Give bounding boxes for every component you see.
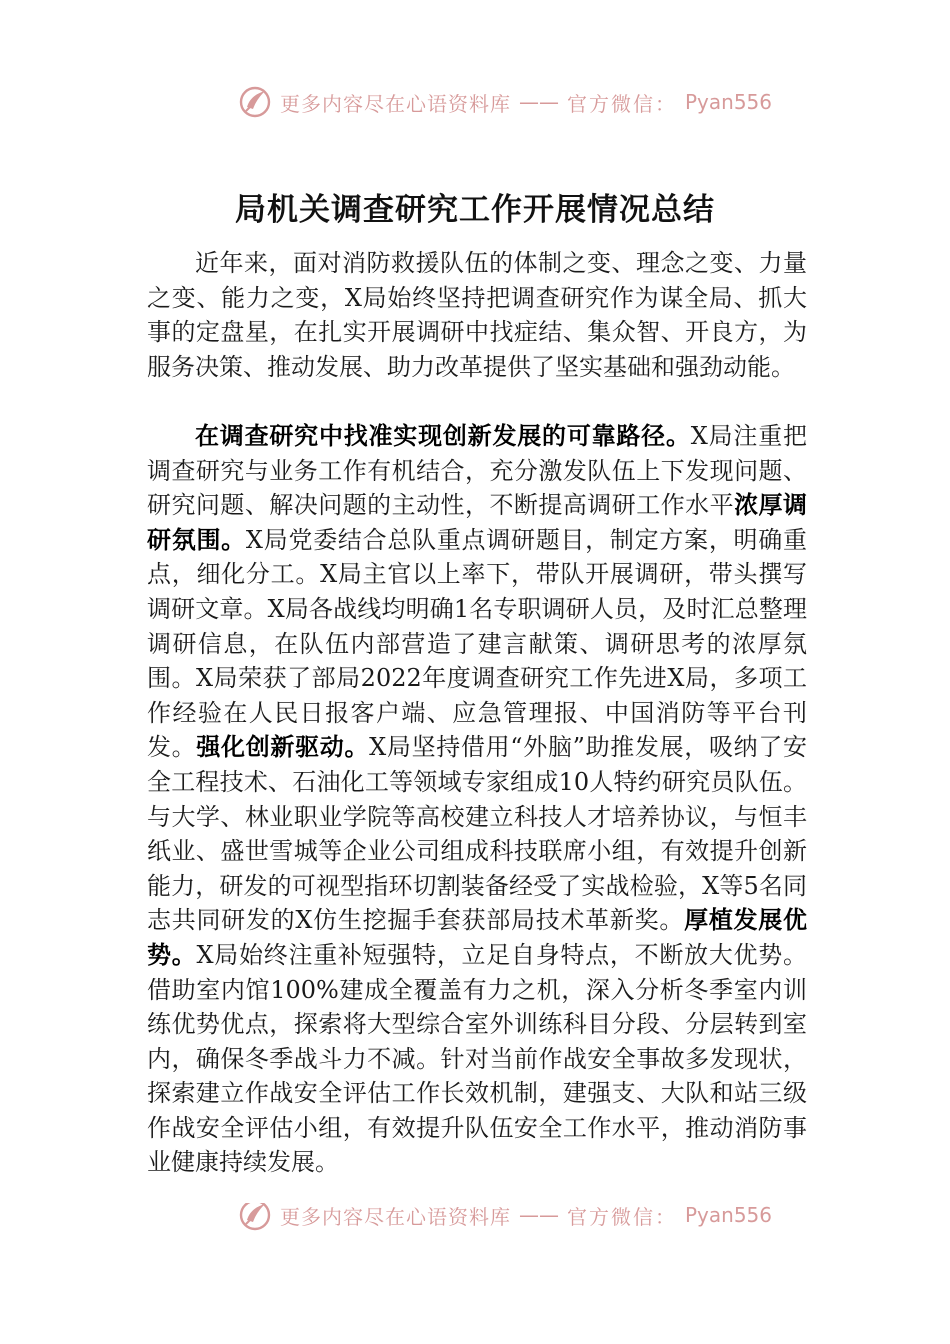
watermark-separator: —— (519, 1203, 559, 1227)
brand-logo-icon (238, 85, 272, 119)
section-heading-path: 在调查研究中找准实现创新发展的可靠路径。 (195, 421, 691, 450)
watermark-header (238, 82, 772, 122)
brand-logo-icon (238, 1203, 272, 1232)
watermark-wechat-label: 官方微信： (567, 91, 677, 116)
watermark-text: 更多内容尽在心语资料库 (280, 91, 511, 116)
section-text-innovation: X局坚持借用“外脑”助推发展，吸纳了安全工程技术、石油化工等领域专家组成10人特约研究员队伍。与大学、林业职业学院等高校建立科技人才培养协议，与恒丰纸业、盛世雪城等企业公司组成科技联席小组，有效提升创新能力，研发的可视型指环切割装备经受了实战检验，X等5名同志共同研发的X仿生挖掘手套获部局技术革新奖。 (147, 733, 808, 935)
section-heading-atmosphere: 浓厚调研氛围。 (147, 490, 808, 554)
paragraph-intro: 近年来，面对消防救援队伍的体制之变、理念之变、力量之变、能力之变，X局始终坚持把调查研究作为谋全局、抓大事的定盘星，在扎实开展调研中找症结、集众智、开良方，为服务决策、推动发展、助力改革提供了坚实基础和强劲动能。 (147, 249, 807, 381)
section-text-atmosphere: X局党委结合总队重点调研题目，制定方案，明确重点，细化分工。X局主官以上率下，带队开展调研，带头撰写调研文章。X局各战线均明确1名专职调研人员，及时汇总整理调研信息，在队伍内部营造了建言献策、调研思考的浓厚氛围。X局荣获了部局2022年度调查研究工作先进X局，多项工作经验在人民日报客户端、应急管理报、中国消防等平台刊发。 (147, 525, 808, 762)
watermark-wechat-id: Pyan556 (685, 90, 773, 114)
watermark-wechat-id: Pyan556 (685, 1203, 773, 1227)
watermark-text: 更多内容尽在心语资料库 (280, 1204, 511, 1229)
document-title: 局机关调查研究工作开展情况总结 (235, 192, 715, 228)
section-heading-advantage: 厚植发展优势。 (147, 905, 808, 969)
section-text-advantage: X局始终注重补短强特，立足自身特点，不断放大优势。借助室内馆100%建成全覆盖有力之机，深入分析冬季室内训练优势优点，探索将大型综合室外训练科目分段、分层转到室内，确保冬季战斗力不减。针对当前作战安全事故多发现状，探索建立作战安全评估工作长效机制，建强支、大队和站三级作战安全评估小组，有效提升队伍安全工作水平，推动消防事业健康持续发展。 (147, 940, 808, 1177)
watermark-wechat-label: 官方微信： (567, 1204, 677, 1229)
section-heading-innovation: 强化创新驱动。 (196, 732, 370, 762)
paragraph-main (147, 419, 807, 1180)
watermark-separator: —— (519, 90, 559, 114)
watermark-footer (238, 1203, 772, 1233)
section-text-path: X局注重把调查研究与业务工作有机结合，充分激发队伍上下发现问题、研究问题、解决问题的主动性，不断提高调研工作水平 (147, 422, 808, 520)
